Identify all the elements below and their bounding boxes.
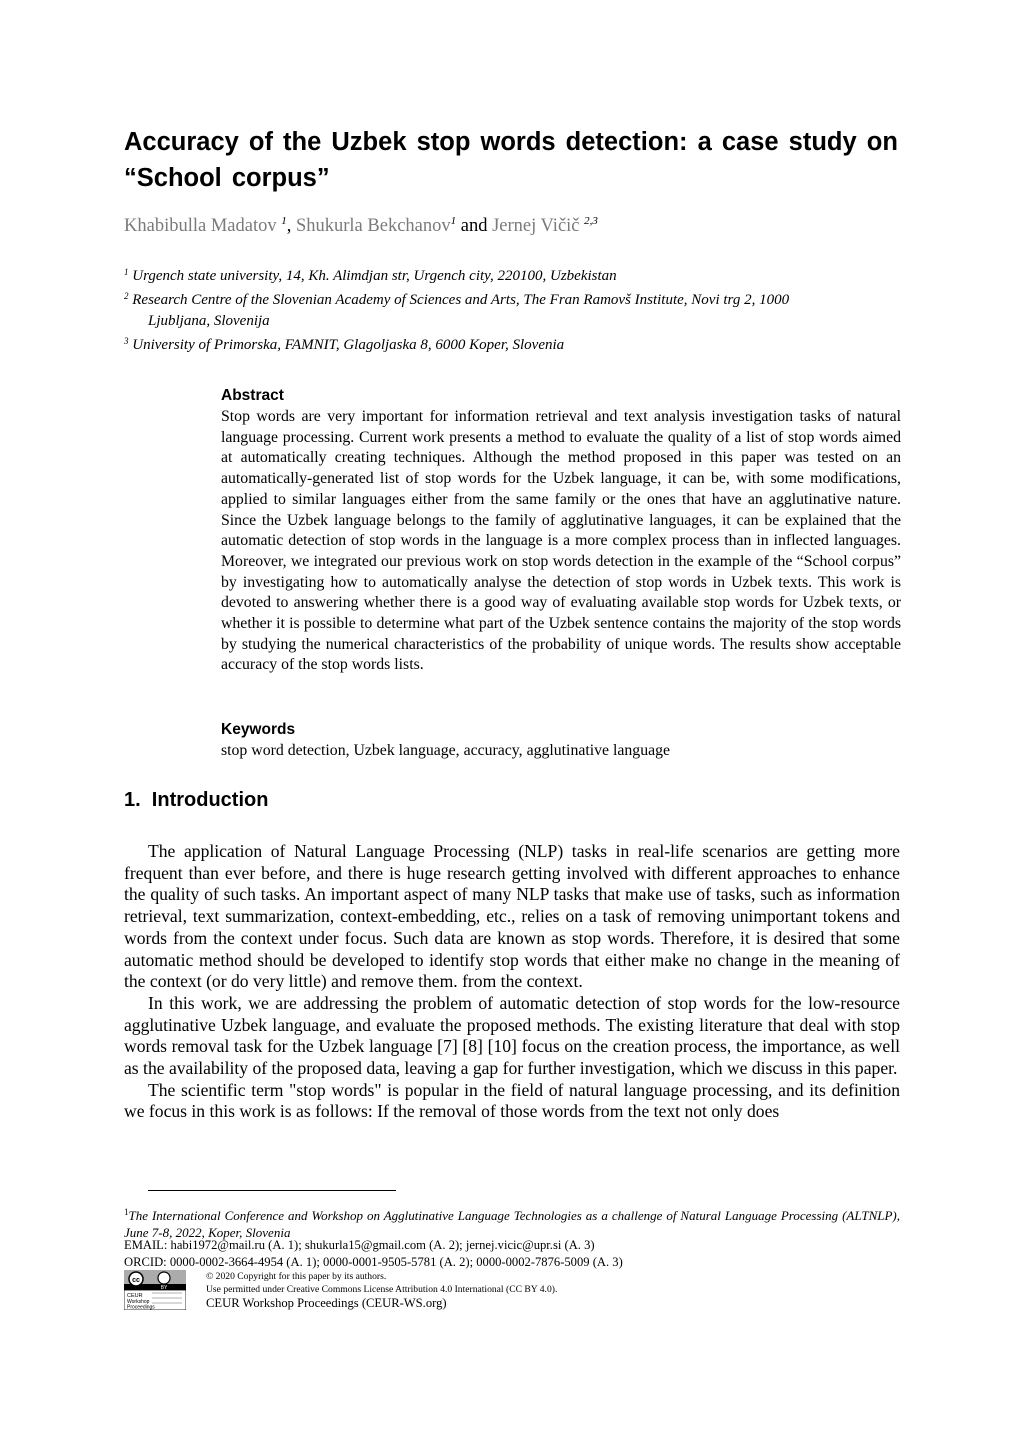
footnote-rule <box>148 1190 396 1191</box>
keywords-text: stop word detection, Uzbek language, accuracy, agglutinative language <box>221 742 671 759</box>
affiliation-2 <box>124 286 904 310</box>
footnote <box>124 1204 900 1241</box>
cc-text: cc <box>132 1277 140 1284</box>
author-name: Jernej Vičič <box>492 216 585 236</box>
author-name: Shukurla Bekchanov <box>295 216 451 236</box>
affiliations <box>124 262 904 355</box>
footnote-num: 1 <box>124 1207 129 1217</box>
workshop-text: Workshop <box>127 1299 150 1305</box>
by-text: BY <box>160 1285 168 1291</box>
license-terms: Use permitted under Creative Commons License Attribution 4.0 International (CC BY 4.0). <box>206 1283 558 1295</box>
author-sup: 2,3 <box>584 215 598 227</box>
abstract-block <box>221 387 901 676</box>
by-person-icon <box>158 1272 170 1284</box>
paragraph: In this work, we are addressing the problem of automatic detection of stop words for the low-resource agglutinative Uzbek language, and evaluate the proposed methods. The existing literature that deal with stop words removal task for the Uzbek language [7] [8] [10] focus on the creation process, the importance, as well as the availability of the proposed data, leaving a gap for further investigation, which we discuss in this paper. <box>124 992 900 1079</box>
proceedings-name: CEUR Workshop Proceedings (CEUR-WS.org) <box>206 1296 447 1310</box>
author-and: and <box>456 216 493 236</box>
section-heading: 1. Introduction <box>124 789 269 811</box>
affiliation-3 <box>124 331 904 355</box>
copyright-text: © 2020 Copyright for this paper by its authors. <box>206 1271 387 1282</box>
ceur-text: CEUR <box>127 1293 143 1299</box>
affiliation-num: 2 <box>124 291 129 302</box>
affiliation-2-continued: Ljubljana, Slovenija <box>148 312 270 329</box>
abstract-text: Stop words are very important for information retrieval and text analysis investigation tasks of natural language processing. Current work presents a method to evaluate the quality of a list of stop words aimed at automatically creating techniques. Although the method proposed in this paper was tested on an automatically-generated list of stop words for the Uzbek language, it can be, with some modifications, applied to similar languages either from the same family or the ones that have an agglutinative nature. Since the Uzbek language belongs to the family of agglutinative languages, it can be explained that the automatic detection of stop words in the language is a more complex process than in inflected languages. Moreover, we integrated our previous work on stop words detection in the example of the “School corpus” by investigating how to automatically analyse the detection of stop words in Uzbek texts. This work is devoted to answering whether there is a good way of evaluating available stop words for Uzbek texts, or whether it is possible to determine what part of the Uzbek sentence contains the majority of the stop words by studying the numerical characteristics of the probability of unique words. The results show acceptable accuracy of the stop words lists. <box>221 408 901 674</box>
keywords-heading: Keywords <box>221 721 296 738</box>
affiliation-num: 3 <box>124 335 129 346</box>
affiliation-1 <box>124 262 904 286</box>
author-name: Khabibulla Madatov <box>124 216 282 236</box>
affiliation-text: Research Centre of the Slovenian Academy of Sciences and Arts, The Fran Ramovš Institute, Novi trg 2, 1000 <box>128 292 790 309</box>
proceedings-text: Proceedings <box>127 1304 155 1310</box>
paragraph: The scientific term "stop words" is popular in the field of natural language processing, and its definition we focus in this work is as follows: If the removal of those words from the text not only does <box>124 1079 900 1122</box>
affiliation-text: Urgench state university, 14, Kh. Alimdjan str, Urgench city, 220100, Uzbekistan <box>128 268 617 284</box>
author-orcids: ORCID: 0000-0002-3664-4954 (A. 1); 0000-0001-9505-5781 (A. 2); 0000-0002-7876-5009 (A. 3) <box>124 1255 623 1269</box>
affiliation-text: University of Primorska, FAMNIT, Glagoljaska 8, 6000 Koper, Slovenia <box>128 336 565 353</box>
license-notice <box>206 1271 557 1296</box>
paragraph: The application of Natural Language Processing (NLP) tasks in real-life scenarios are getting more frequent than ever before, and there is huge research getting involved with different approaches to enhance the quality of such tasks. An important aspect of many NLP tasks that make use of tasks, such as information retrieval, text summarization, context-embedding, etc., relies on a task of removing unimportant tokens and words from the context under focus. Such data are known as stop words. Therefore, it is desired that some automatic method should be developed to identify stop words that either make no change in the meaning of the context (or do very little) and remove them. from the context. <box>124 841 900 992</box>
abstract-heading: Abstract <box>221 387 284 404</box>
cc-by-logo-icon <box>124 1270 186 1310</box>
author-line <box>124 215 598 237</box>
section-body <box>124 841 900 1123</box>
footnote-text: The International Conference and Workshop on Agglutinative Language Technologies as a challenge of Natural Language Processing (ALTNLP), June 7-8, 2022, Koper, Slovenia <box>124 1208 900 1240</box>
keywords-block <box>221 721 901 762</box>
paper-title: Accuracy of the Uzbek stop words detection: a case study on “School corpus” <box>124 128 898 192</box>
author-sup: 1 <box>450 215 457 227</box>
author-sep: , <box>286 216 296 236</box>
author-sup: 1 <box>281 215 287 227</box>
affiliation-num: 1 <box>124 267 129 277</box>
author-emails: EMAIL: habi1972@mail.ru (A. 1); shukurla15@gmail.com (A. 2); jernej.vicic@upr.si (A. 3) <box>124 1238 595 1252</box>
